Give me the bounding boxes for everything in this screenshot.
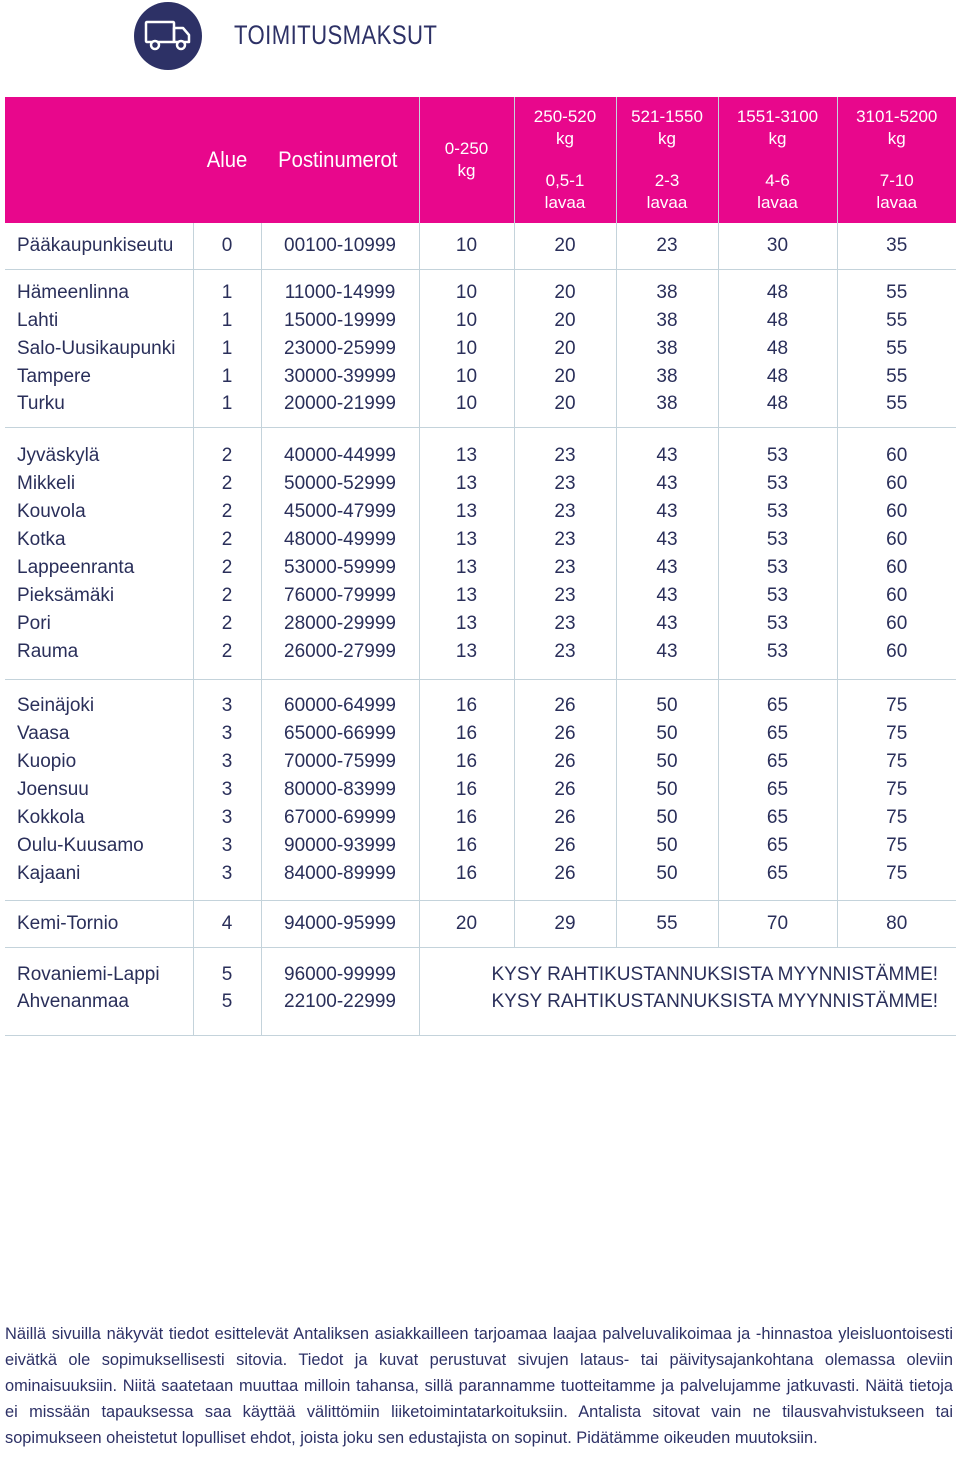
cell-value: 43 xyxy=(656,445,678,467)
header-area: Alue xyxy=(193,97,261,223)
cell-value: Ahvenanmaa xyxy=(17,991,129,1013)
fee-cell xyxy=(514,900,616,947)
postcode-cell xyxy=(261,900,419,947)
cell-value: 65 xyxy=(766,834,789,856)
cell-value: 50 xyxy=(656,779,678,801)
cell-value: 30 xyxy=(766,235,789,256)
cell-value: 26000-27999 xyxy=(284,640,396,662)
cell-value: 48 xyxy=(766,309,789,331)
cell-value: 13 xyxy=(455,584,478,606)
cell-value: 60 xyxy=(886,445,908,467)
cell-value: 75 xyxy=(886,834,908,856)
cell-value: 35 xyxy=(886,235,908,256)
fee-cell xyxy=(616,428,718,680)
city-cell xyxy=(5,269,193,427)
cell-value: Rauma xyxy=(17,640,79,662)
cell-value: Vaasa xyxy=(17,723,70,745)
fee-cell xyxy=(616,223,718,269)
cell-value: 2 xyxy=(221,640,233,662)
zone-group xyxy=(5,269,956,427)
area-cell xyxy=(193,428,261,680)
cell-value: 10 xyxy=(455,281,478,303)
cell-value: 53000-59999 xyxy=(284,556,396,578)
cell-value: 80000-83999 xyxy=(284,779,396,801)
cell-value: 53 xyxy=(766,473,789,495)
area-cell xyxy=(193,900,261,947)
cell-value: 43 xyxy=(656,612,678,634)
table-row xyxy=(5,269,956,427)
cell-value: 55 xyxy=(886,337,908,359)
cell-value: 43 xyxy=(656,640,678,662)
cell-value: 65 xyxy=(766,751,789,773)
cell-value: 22100-22999 xyxy=(284,991,396,1013)
cell-value: 53 xyxy=(766,612,789,634)
cell-value: 13 xyxy=(455,640,478,662)
cell-value: 2 xyxy=(221,529,233,551)
fee-cell xyxy=(616,680,718,900)
fee-cell xyxy=(419,428,514,680)
cell-value: 75 xyxy=(886,723,908,745)
cell-value: 20 xyxy=(554,281,576,303)
cell-value: Pääkaupunkiseutu xyxy=(17,235,174,256)
cell-value: Salo-Uusikaupunki xyxy=(17,337,176,359)
cell-value: 75 xyxy=(886,779,908,801)
area-cell xyxy=(193,223,261,269)
cell-value: 23 xyxy=(554,529,576,551)
cell-value: 30000-39999 xyxy=(284,365,396,387)
city-cell xyxy=(5,900,193,947)
cell-value: Rovaniemi-Lappi xyxy=(17,963,160,985)
cell-value: Seinäjoki xyxy=(17,695,95,717)
table-row xyxy=(5,223,956,269)
zone-group xyxy=(5,428,956,680)
cell-value: 29 xyxy=(554,912,576,934)
zone-group xyxy=(5,947,956,1036)
cell-value: 2 xyxy=(221,612,233,634)
cell-value: 10 xyxy=(455,337,478,359)
table-row xyxy=(5,900,956,947)
zone-group xyxy=(5,223,956,269)
cell-value: 16 xyxy=(455,695,478,717)
cell-value: 10 xyxy=(455,309,478,331)
cell-value: 26 xyxy=(554,695,576,717)
cell-value: 50000-52999 xyxy=(284,473,396,495)
fee-cell xyxy=(837,900,956,947)
postcode-cell xyxy=(261,269,419,427)
cell-value: 80 xyxy=(886,912,908,934)
cell-value: 26 xyxy=(554,723,576,745)
cell-value: 65 xyxy=(766,862,789,884)
table-header xyxy=(5,97,956,223)
cell-value: 2 xyxy=(221,556,233,578)
cell-value: 67000-69999 xyxy=(284,807,396,829)
cell-value: 26 xyxy=(554,751,576,773)
cell-value: 50 xyxy=(656,834,678,856)
ask-message-line: KYSY RAHTIKUSTANNUKSISTA MYYNNISTÄMME! xyxy=(491,991,939,1013)
city-cell xyxy=(5,428,193,680)
cell-value: 53 xyxy=(766,529,789,551)
fee-cell xyxy=(837,428,956,680)
fee-cell xyxy=(514,680,616,900)
cell-value: 50 xyxy=(656,723,678,745)
cell-value: 94000-95999 xyxy=(284,912,396,934)
cell-value: 65 xyxy=(766,807,789,829)
cell-value: 20 xyxy=(554,235,576,256)
cell-value: 26 xyxy=(554,834,576,856)
cell-value: 3 xyxy=(221,723,233,745)
cell-value: 13 xyxy=(455,612,478,634)
fee-cell xyxy=(718,269,837,427)
cell-value: 48000-49999 xyxy=(284,529,396,551)
cell-value: 90000-93999 xyxy=(284,834,396,856)
postcode-cell xyxy=(261,680,419,900)
cell-value: 23 xyxy=(554,501,576,523)
cell-value: 60 xyxy=(886,529,908,551)
cell-value: 1 xyxy=(221,309,233,331)
cell-value: 75 xyxy=(886,807,908,829)
truck-icon xyxy=(134,2,202,70)
fee-cell xyxy=(616,900,718,947)
cell-value: 50 xyxy=(656,807,678,829)
cell-value: 38 xyxy=(656,337,678,359)
cell-value: 3 xyxy=(221,834,233,856)
cell-value: 5 xyxy=(221,991,233,1013)
table-row xyxy=(5,428,956,680)
cell-value: 53 xyxy=(766,445,789,467)
cell-value: 2 xyxy=(221,445,233,467)
cell-value: 16 xyxy=(455,862,478,884)
fee-cell xyxy=(718,680,837,900)
area-cell xyxy=(193,269,261,427)
cell-value: 26 xyxy=(554,779,576,801)
cell-value: Kuopio xyxy=(17,751,77,773)
cell-value: 13 xyxy=(455,501,478,523)
cell-value: 26 xyxy=(554,807,576,829)
ask-message-line: KYSY RAHTIKUSTANNUKSISTA MYYNNISTÄMME! xyxy=(491,963,939,985)
cell-value: 5 xyxy=(221,963,233,985)
cell-value: Kemi-Tornio xyxy=(17,912,119,934)
disclaimer-text: Näillä sivuilla näkyvät tiedot esittelevät Antaliksen asiakkailleen tarjoamaa laajaa palveluvalikoimaa ja -hinnastoa yleisluontoisesti eivätkä ole sopimuksellisesti sitovia. Tiedot ja kuvat perustuvat sivujen lataus- tai päivitysajankohtana olemassa oleviin ominaisuuksiin. Niitä saatetaan muuttaa milloin tahansa, sillä parannamme tuotteitamme ja palvelujamme jatkuvasti. Näitä tietoja ei missään tapauksessa saa käyttää välittömiin liiketoimintatarkoituksiin. Antalista sitovat vain ne tilausvahvistukseen tai sopimukseen oheistetut lopulliset ehdot, joista joku sen edustajista on sopinut. Pidätämme oikeuden muutoksiin. xyxy=(5,1325,953,1447)
fee-cell xyxy=(718,900,837,947)
cell-value: Jyväskylä xyxy=(17,445,100,467)
fee-cell xyxy=(837,223,956,269)
header-weight-class: 521-1550 kg 2-3 lavaa xyxy=(616,97,718,223)
cell-value: 50 xyxy=(656,695,678,717)
cell-value: Joensuu xyxy=(17,779,89,801)
header-weight-class: 250-520 kg 0,5-1 lavaa xyxy=(514,97,616,223)
cell-value: 60 xyxy=(886,584,908,606)
zone-group xyxy=(5,900,956,947)
cell-value: 50 xyxy=(656,862,678,884)
cell-value: 55 xyxy=(886,281,908,303)
cell-value: 20 xyxy=(554,393,576,415)
cell-value: 16 xyxy=(455,723,478,745)
cell-value: 60 xyxy=(886,473,908,495)
cell-value: 00100-10999 xyxy=(284,235,396,256)
cell-value: 50 xyxy=(656,751,678,773)
cell-value: 1 xyxy=(221,393,233,415)
cell-value: 75 xyxy=(886,695,908,717)
cell-value: Pieksämäki xyxy=(17,584,115,606)
fee-cell xyxy=(419,900,514,947)
cell-value: 40000-44999 xyxy=(284,445,396,467)
postcode-cell xyxy=(261,223,419,269)
cell-value: 60000-64999 xyxy=(284,695,396,717)
fee-cell xyxy=(514,269,616,427)
cell-value: 43 xyxy=(656,584,678,606)
page-title: TOIMITUSMAKSUT xyxy=(234,20,438,50)
cell-value: 55 xyxy=(886,309,908,331)
cell-value: 48 xyxy=(766,365,789,387)
header-postcodes: Postinumerot xyxy=(261,97,419,223)
cell-value: 48 xyxy=(766,281,789,303)
cell-value: 23 xyxy=(656,235,678,256)
cell-value: 20 xyxy=(455,912,478,934)
cell-value: 38 xyxy=(656,281,678,303)
cell-value: 43 xyxy=(656,501,678,523)
cell-value: 38 xyxy=(656,393,678,415)
ask-sales-message xyxy=(419,947,956,1036)
cell-value: 15000-19999 xyxy=(284,309,396,331)
cell-value: 43 xyxy=(656,529,678,551)
cell-value: 1 xyxy=(221,365,233,387)
cell-value: 13 xyxy=(455,445,478,467)
fee-cell xyxy=(837,269,956,427)
cell-value: 2 xyxy=(221,584,233,606)
cell-value: 70000-75999 xyxy=(284,751,396,773)
cell-value: 65 xyxy=(766,779,789,801)
cell-value: 75 xyxy=(886,751,908,773)
cell-value: 3 xyxy=(221,779,233,801)
delivery-fee-table xyxy=(5,97,956,1036)
cell-value: 38 xyxy=(656,309,678,331)
cell-value: 26 xyxy=(554,862,576,884)
fee-cell xyxy=(514,428,616,680)
cell-value: 60 xyxy=(886,556,908,578)
cell-value: 23 xyxy=(554,556,576,578)
cell-value: 70 xyxy=(766,912,789,934)
cell-value: 2 xyxy=(221,501,233,523)
cell-value: Tampere xyxy=(17,365,91,387)
cell-value: 10 xyxy=(455,393,478,415)
cell-value: Lappeenranta xyxy=(17,556,135,578)
cell-value: 3 xyxy=(221,807,233,829)
fee-cell xyxy=(514,223,616,269)
fee-cell xyxy=(419,269,514,427)
cell-value: 13 xyxy=(455,529,478,551)
cell-value: Lahti xyxy=(17,309,59,331)
cell-value: 3 xyxy=(221,862,233,884)
cell-value: 76000-79999 xyxy=(284,584,396,606)
cell-value: 53 xyxy=(766,640,789,662)
cell-value: 60 xyxy=(886,640,908,662)
cell-value: Turku xyxy=(17,393,65,415)
cell-value: 45000-47999 xyxy=(284,501,396,523)
cell-value: 55 xyxy=(886,393,908,415)
cell-value: 84000-89999 xyxy=(284,862,396,884)
cell-value: 96000-99999 xyxy=(284,963,396,985)
area-cell xyxy=(193,947,261,1036)
zone-group xyxy=(5,680,956,900)
cell-value: 65 xyxy=(766,723,789,745)
cell-value: 10 xyxy=(455,365,478,387)
cell-value: 2 xyxy=(221,473,233,495)
cell-value: 13 xyxy=(455,473,478,495)
cell-value: 23 xyxy=(554,612,576,634)
cell-value: Kotka xyxy=(17,529,66,551)
cell-value: 16 xyxy=(455,834,478,856)
cell-value: 65000-66999 xyxy=(284,723,396,745)
cell-value: 20 xyxy=(554,365,576,387)
city-cell xyxy=(5,947,193,1036)
cell-value: 53 xyxy=(766,584,789,606)
cell-value: Oulu-Kuusamo xyxy=(17,834,144,856)
cell-value: 23 xyxy=(554,584,576,606)
fee-cell xyxy=(419,223,514,269)
cell-value: 16 xyxy=(455,751,478,773)
cell-value: 53 xyxy=(766,501,789,523)
cell-value: 0 xyxy=(221,235,233,256)
cell-value: 3 xyxy=(221,751,233,773)
header-weight-class: 1551-3100 kg 4-6 lavaa xyxy=(718,97,837,223)
cell-value: 23 xyxy=(554,445,576,467)
cell-value: Kajaani xyxy=(17,862,81,884)
cell-value: 1 xyxy=(221,337,233,359)
table-row xyxy=(5,680,956,900)
table-row xyxy=(5,947,956,1036)
cell-value: 1 xyxy=(221,281,233,303)
cell-value: 11000-14999 xyxy=(284,281,396,303)
cell-value: 23 xyxy=(554,473,576,495)
cell-value: 10 xyxy=(455,235,478,256)
city-cell xyxy=(5,680,193,900)
fee-cell xyxy=(718,223,837,269)
cell-value: 38 xyxy=(656,365,678,387)
cell-value: 43 xyxy=(656,556,678,578)
cell-value: 28000-29999 xyxy=(284,612,396,634)
postcode-cell xyxy=(261,947,419,1036)
fee-cell xyxy=(718,428,837,680)
cell-value: 13 xyxy=(455,556,478,578)
cell-value: 20 xyxy=(554,309,576,331)
cell-value: 3 xyxy=(221,695,233,717)
cell-value: 75 xyxy=(886,862,908,884)
fee-cell xyxy=(419,680,514,900)
cell-value: Hämeenlinna xyxy=(17,281,129,303)
cell-value: 53 xyxy=(766,556,789,578)
fee-cell xyxy=(837,680,956,900)
postcode-cell xyxy=(261,428,419,680)
cell-value: 16 xyxy=(455,807,478,829)
cell-value: 16 xyxy=(455,779,478,801)
cell-value: 20000-21999 xyxy=(284,393,396,415)
cell-value: 4 xyxy=(221,912,233,934)
cell-value: 65 xyxy=(766,695,789,717)
cell-value: 60 xyxy=(886,501,908,523)
cell-value: 55 xyxy=(886,365,908,387)
cell-value: 23000-25999 xyxy=(284,337,396,359)
area-cell xyxy=(193,680,261,900)
cell-value: Kouvola xyxy=(17,501,86,523)
cell-value: 20 xyxy=(554,337,576,359)
fee-cell xyxy=(616,269,718,427)
cell-value: Mikkeli xyxy=(17,473,76,495)
cell-value: 43 xyxy=(656,473,678,495)
cell-value: 60 xyxy=(886,612,908,634)
city-cell xyxy=(5,223,193,269)
cell-value: Pori xyxy=(17,612,51,634)
cell-value: Kokkola xyxy=(17,807,85,829)
cell-value: 55 xyxy=(656,912,678,934)
cell-value: 23 xyxy=(554,640,576,662)
header-weight-class: 3101-5200 kg 7-10 lavaa xyxy=(837,97,956,223)
cell-value: 48 xyxy=(766,393,789,415)
cell-value: 48 xyxy=(766,337,789,359)
header-weight-class: 0-250 kg xyxy=(419,97,514,223)
